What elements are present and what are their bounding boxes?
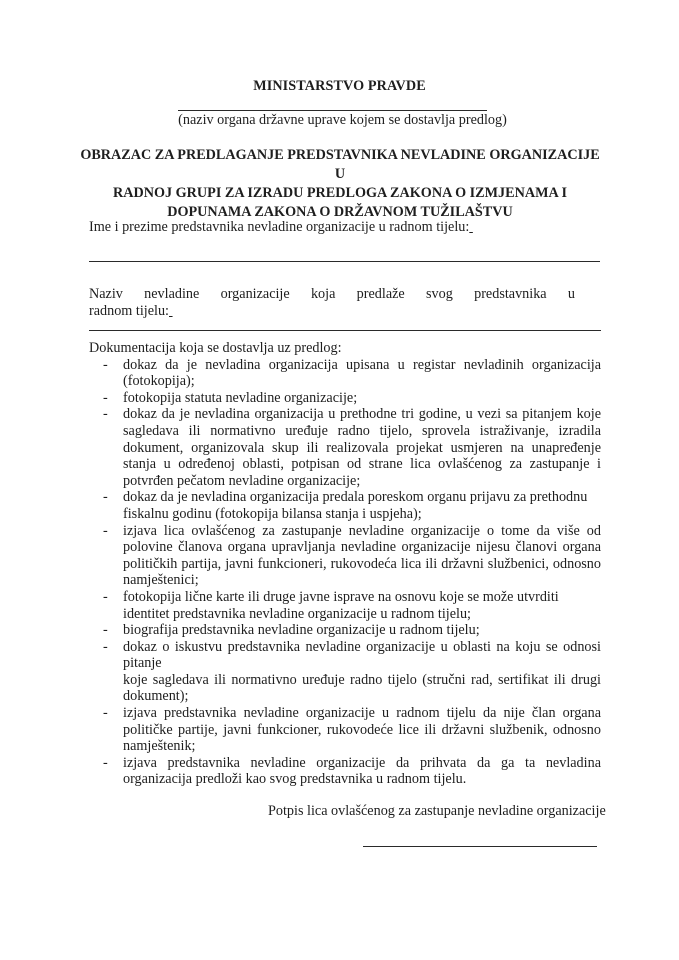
dash-bullet-icon: - [103, 356, 108, 373]
dash-bullet-icon: - [103, 588, 108, 605]
form-title-line-3: DOPUNAMA ZAKONA O DRŽAVNOM TUŽILAŠTVU [167, 204, 513, 220]
signature-field[interactable] [363, 846, 597, 847]
org-caption: (naziv organa državne uprave kojem se dostavlja predlog) [178, 112, 507, 128]
form-title-line-2: RADNOJ GRUPI ZA IZRADU PREDLOGA ZAKONA O IZMJENAMA I [112, 185, 568, 201]
documentation-section [89, 340, 601, 788]
signature-label: Potpis lica ovlašćenog za zastupanje nevladine organizacije [268, 803, 606, 819]
form-title [80, 146, 600, 222]
organization-name-label: Naziv nevladine organizacije koja predlaže svog predstavnika u radnom tijelu: [89, 286, 575, 319]
documentation-list [89, 357, 601, 788]
documentation-item: - izjava lica ovlašćenog za zastupanje nevladine organizacije o tome da više od polovine članova organa upravljanja nevladine organizacije nijesu članovi organa političkih partija, javni funkcioneri, rukovodeća lica ili državni službenici, odnosno namještenici; [103, 522, 601, 589]
documentation-item: - fotokopija statuta nevladine organizacije; [103, 389, 358, 406]
dash-bullet-icon: - [103, 754, 108, 771]
documentation-item: - izjava predstavnika nevladine organizacije u radnom tijelu da nije član organa političke partije, javni funkcioner, rukovodeće lice ili državni službenik, odnosno namještenik; [103, 705, 601, 755]
documentation-heading: Dokumentacija koja se dostavlja uz predlog: [89, 340, 342, 356]
form-title-line-1: OBRAZAC ZA PREDLAGANJE PREDSTAVNIKA NEVLADINE ORGANIZACIJE U [80, 147, 600, 182]
documentation-item: - dokaz o iskustvu predstavnika nevladine organizacije u oblasti na koju se odnosi pitanje koje sagledava ili normativno uređuje radno tijelo (stručni rad, sertifikat ili drugi dokument); [103, 638, 601, 705]
organization-name-field[interactable] [89, 330, 601, 331]
documentation-item: - dokaz da je nevladina organizacija upisana u registar nevladinih organizacija (fotokopija); [103, 356, 601, 390]
dash-bullet-icon: - [103, 522, 108, 539]
representative-name-field[interactable] [89, 261, 600, 262]
dash-bullet-icon: - [103, 705, 108, 722]
documentation-item: - izjava predstavnika nevladine organizacije da prihvata da ga ta nevladina organizacija predloži kao svog predstavnika u radnom tijelu. [103, 754, 601, 788]
dash-bullet-icon: - [103, 622, 108, 639]
dash-bullet-icon: - [103, 406, 108, 423]
documentation-item: - dokaz da je nevladina organizacija u prethodne tri godine, u vezi sa pitanjem koje sagledava ili normativno uređuje radno tijelo, sprovela istraživanje, izradila dokument, organizovala skup ili realizovala projekat usmjeren na unapređenje stanja u određenoj oblasti, potpisan od strane lica ovlašćenog za zastupanje i potvrđen pečatom nevladine organizacije; [103, 406, 601, 489]
documentation-item: - fotokopija lične karte ili druge javne isprave na osnovu koje se može utvrditi identitet predstavnika nevladine organizacije u radnom tijelu; [103, 588, 559, 622]
representative-name-label: Ime i prezime predstavnika nevladine organizacije u radnom tijelu: [89, 219, 470, 235]
ministry-name: MINISTARSTVO PRAVDE [253, 78, 426, 94]
dash-bullet-icon: - [103, 638, 108, 655]
documentation-item: - biografija predstavnika nevladine organizacije u radnom tijelu; [103, 622, 480, 639]
dash-bullet-icon: - [103, 389, 108, 406]
documentation-item: - dokaz da je nevladina organizacija predala poreskom organu prijavu za prethodnu fiskalnu godinu (fotokopija bilansa stanja i uspjeha); [103, 489, 588, 522]
dash-bullet-icon: - [103, 489, 108, 506]
